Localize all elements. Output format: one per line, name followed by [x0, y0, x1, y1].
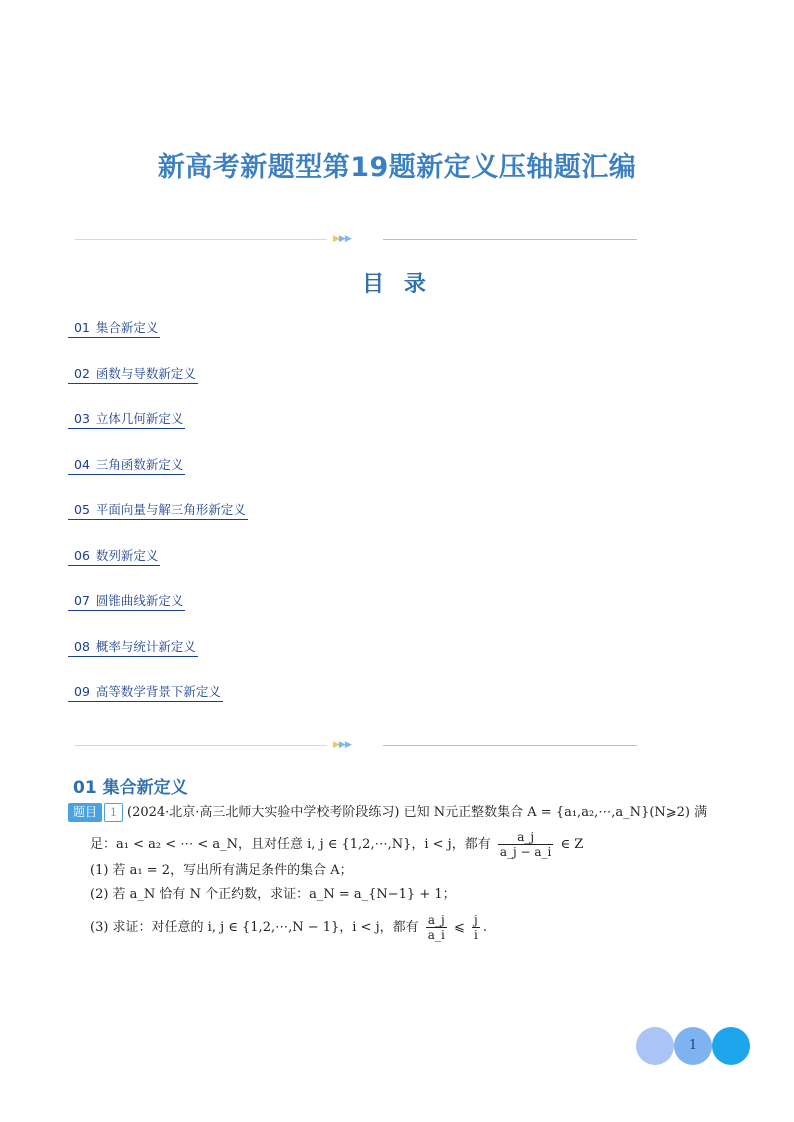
problem-intro-line — [68, 803, 738, 825]
fraction: $\frac{a\_j}{a\_j - a\_i}$ — [499, 830, 552, 859]
toc-item — [68, 500, 248, 546]
toc-link[interactable]: 09 高等数学背景下新定义 — [68, 682, 223, 702]
section-title: 01 集合新定义 — [73, 778, 188, 798]
fraction: $\frac{j}{i}$ — [473, 913, 478, 942]
toc-item — [68, 637, 248, 683]
toc-item — [68, 591, 248, 637]
problem-part-2: (2) 若 a_N 恰有 N 个正约数，求证：a_N = a_{N−1} + 1； — [90, 887, 456, 902]
toc-heading: 目 录 — [362, 272, 432, 297]
toc-item — [68, 682, 248, 728]
problem-tag: 题目 — [68, 803, 102, 822]
arrow-decoration-icon: ▶▶▶ — [333, 234, 351, 244]
circle-decoration-icon — [636, 1027, 674, 1065]
toc-link[interactable]: 03 立体几何新定义 — [68, 409, 185, 429]
problem-condition-line: 足：a₁ < a₂ < ⋯ < a_N，且对任意 i, j ∈ {1,2,⋯,N}，i < j，都有 $\frac{a\_j}{a\_j - a\_i}$ ∈ Z — [90, 830, 584, 859]
problem-part-3: (3) 求证：对任意的 i, j ∈ {1,2,⋯,N − 1}，i < j，都有 $\frac{a\_j}{a\_i}$ ⩽ $\frac{j}{i}$ . — [90, 913, 487, 942]
circle-decoration-icon — [712, 1027, 750, 1065]
top-divider — [75, 235, 637, 245]
toc-link[interactable]: 04 三角函数新定义 — [68, 455, 185, 475]
page-number: 1 — [688, 1038, 698, 1053]
toc-item — [68, 364, 248, 410]
document-title: 新高考新题型第19题新定义压轴题汇编 — [157, 152, 637, 183]
toc-link[interactable]: 07 圆锥曲线新定义 — [68, 591, 185, 611]
toc-item — [68, 409, 248, 455]
problem-number: 1 — [104, 803, 123, 822]
toc-link[interactable]: 01 集合新定义 — [68, 318, 160, 338]
table-of-contents — [68, 318, 248, 728]
problem-text-line1: (2024·北京·高三北师大实验中学校考阶段练习) 已知 N元正整数集合 A = {a₁,a₂,⋯,a_N}(N⩾2) 满 — [127, 805, 708, 820]
bottom-divider — [75, 741, 637, 751]
toc-item — [68, 546, 248, 592]
toc-link[interactable]: 06 数列新定义 — [68, 546, 160, 566]
fraction: $\frac{a\_j}{a\_i}$ — [427, 913, 445, 942]
toc-link[interactable]: 08 概率与统计新定义 — [68, 637, 198, 657]
toc-link[interactable]: 02 函数与导数新定义 — [68, 364, 198, 384]
problem-1 — [68, 803, 738, 945]
problem-part-1: (1) 若 a₁ = 2，写出所有满足条件的集合 A； — [90, 863, 353, 878]
arrow-decoration-icon: ▶▶▶ — [333, 740, 351, 750]
toc-item — [68, 318, 248, 364]
page-number-badge — [636, 1027, 752, 1067]
toc-item — [68, 455, 248, 501]
toc-link[interactable]: 05 平面向量与解三角形新定义 — [68, 500, 248, 520]
